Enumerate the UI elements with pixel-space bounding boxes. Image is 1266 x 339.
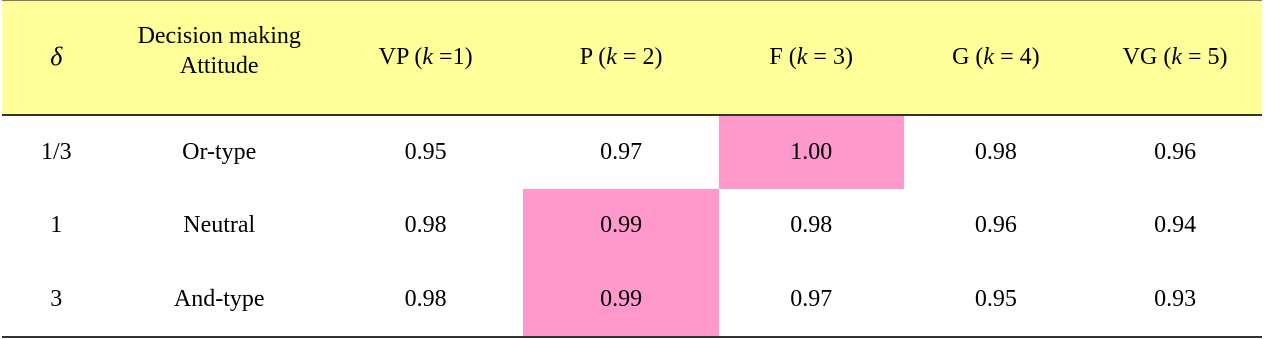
cell-attitude: Neutral [183,212,256,238]
header-vg: VG (k = 5) [1088,1,1262,115]
cell-vg: 0.94 [1154,212,1197,238]
cell-vp: 0.98 [404,212,447,238]
cell-f: 0.97 [719,263,904,337]
header-g: G (k = 4) [904,1,1089,115]
cell-p: 0.97 [600,138,643,165]
table-header [2,1,1262,115]
cell-g: 0.95 [904,263,1089,337]
cell-p-highlighted: 0.99 [523,189,719,263]
cell-g: 0.98 [974,138,1017,165]
table-row [2,263,1262,337]
cell-vp: 0.98 [328,263,524,337]
header-f: F (k = 3) [719,1,904,115]
results-table [2,0,1262,338]
cell-g: 0.96 [974,212,1017,238]
header-row [2,1,1262,115]
header-p: P (k = 2) [523,1,719,115]
cell-p-highlighted: 0.99 [523,263,719,337]
header-vp: VP (k =1) [328,1,524,115]
cell-delta: 3 [2,263,111,337]
header-attitude: Decision making Attitude [111,1,328,115]
results-table-container [2,0,1262,338]
header-delta: δ [2,1,111,115]
cell-f-highlighted: 1.00 [719,115,904,189]
cell-delta: 1/3 [40,138,72,165]
cell-delta: 1 [50,212,63,238]
cell-f: 0.98 [790,212,833,238]
cell-attitude: And-type [111,263,328,337]
cell-vg: 0.93 [1088,263,1262,337]
cell-vp: 0.95 [404,138,447,165]
cell-vg: 0.96 [1154,138,1197,165]
cell-attitude: Or-type [182,138,257,165]
table-row [2,189,1262,263]
table-body [2,115,1262,337]
table-row [2,115,1262,189]
